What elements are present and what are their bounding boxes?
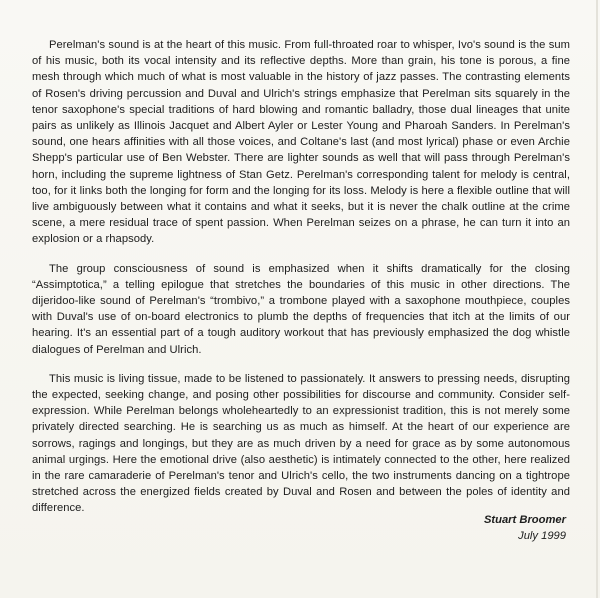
paragraph-perelman-sound: Perelman's sound is at the heart of this music. From full-throated roar to whisper, Ivo's sound is the sum of his music, both its vocal intensity and its reflective depths. More than grain, his tone is porous, a fine mesh through which much of what is most valuable in the history of jazz passes. The contrasting elements of Rosen's driving percussion and Duval and Ulrich's strings emphasize that Perelman sits squarely in the tenor saxophone's special traditions of hard blowing and romantic balladry, those dual lineages that unite pairs as unlikely as Illinois Jacquet and Albert Ayler or Lester Young and Pharoah Sanders. In Perelman's sound, one hears affinities with all those voices, and Coltane's last (and most lyrical) phase or even Archie Shepp's particular use of Ben Webster. There are lighter sounds as well that will pass through Perelman's horn, including the supreme lightness of Stan Getz. Perelman's corresponding talent for melody is central, too, for it links both the longing for form and the longing for its loss. Melody is here a flexible outline that will live ambiguously between what it contains and what it seeks, but it is never the chalk outline at the crime scene, a mere residual trace of spent passion. When Perelman seizes on a phrase, he can turn it into an explosion or a rhapsody. <box>32 39 570 246</box>
author-date: July 1999 <box>518 530 566 542</box>
signature-block <box>484 512 566 544</box>
author-name: Stuart Broomer <box>483 514 566 526</box>
paragraph-group-consciousness: The group consciousness of sound is emphasized when it shifts dramatically for the closing “Assimptotica,” a telling epilogue that stretches the boundaries of this music in other directions. The dijeridoo-like sound of Perelman's “trombivo,” a trombone played with a saxophone mouthpiece, couples with Duval's use of on-board electronics to plumb the depths of frequencies that itch at the limits of our hearing. It's an essential part of a tough auditory workout that has previously emphasized the dog whistle dialogues of Perelman and Ulrich. <box>32 262 570 356</box>
paragraph-living-tissue: This music is living tissue, made to be listened to passionately. It answers to pressing needs, disrupting the expected, seeking change, and posing other possibilities for discourse and community. Consider self-expression. While Perelman belongs wholeheartedly to an expressionist tradition, this is not merely some privately directed searching. He is searching us as much as himself. At the heart of our experience are sorrows, ragings and longings, but they are as much driven by a need for grace as by some autonomous animal urgings. Here the emotional drive (also aesthetic) is intimately connected to the other, here realized in the rare camaraderie of Perelman's tenor and Ulrich's cello, the two instruments dancing on a tightrope stretched across the energized fields created by Duval and Rosen and between the poles of identity and difference. <box>32 372 570 515</box>
